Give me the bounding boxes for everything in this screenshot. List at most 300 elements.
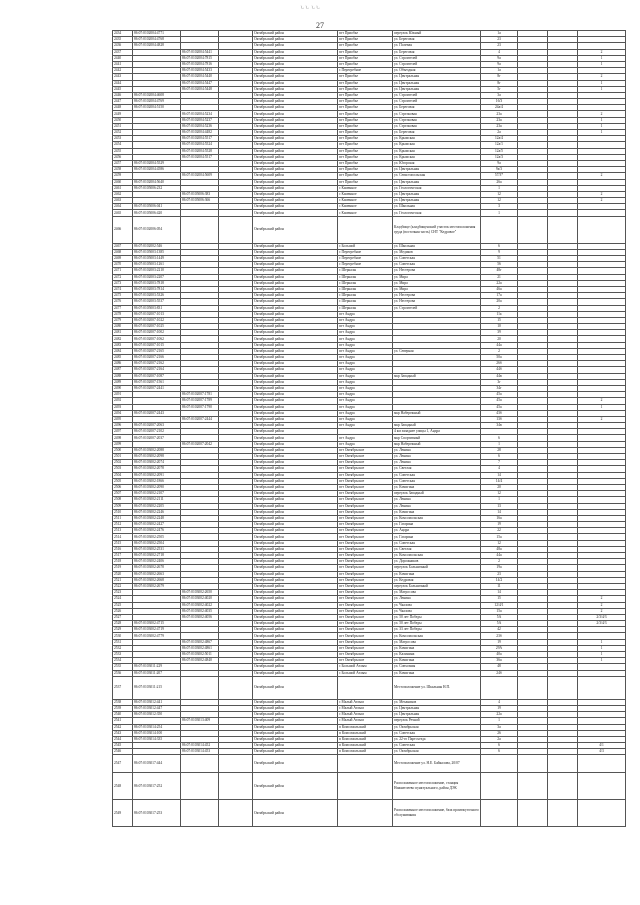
settlement-cell: с Малый Атлым [338, 705, 393, 711]
note-cell: 2/3/4/3 [578, 614, 626, 620]
settlement-cell: пгт Октябрьское [338, 454, 393, 460]
house-number-cell: 22 [481, 528, 518, 534]
house-number-cell: 20а [481, 299, 518, 305]
settlement-cell: с Шеркалы [338, 268, 393, 274]
row-number-cell: 2520 [113, 571, 133, 577]
district-cell: Октябрьский район [253, 528, 338, 534]
house-number-cell: 3г [481, 379, 518, 385]
district-cell: Октябрьский район [253, 173, 338, 179]
district-cell: Октябрьский район [253, 608, 338, 614]
district-cell: Октябрьский район [253, 311, 338, 317]
district-cell: Октябрьский район [253, 645, 338, 651]
settlement-cell: пгт Октябрьское [338, 571, 393, 577]
district-cell: Октябрьский район [253, 348, 338, 354]
cadastral-number-cell: 86:07:0102003:7814 [133, 286, 181, 292]
house-number-cell: 48а [481, 546, 518, 552]
street-cell: ул. Чкалова [393, 608, 481, 614]
cadastral-number-cell: 86:07:0103002:2678 [133, 565, 181, 571]
cadastral-number-cell: 86:07:0103002:2111 [133, 497, 181, 503]
row-number-cell: 2460 [113, 179, 133, 185]
settlement-cell: п Комсомольский [338, 743, 393, 749]
row-number-cell: 2525 [113, 602, 133, 608]
district-cell: Октябрьский район [253, 441, 338, 447]
street-cell: ул. Ленина [393, 503, 481, 509]
note-cell [578, 800, 626, 827]
extra-number-cell [219, 773, 253, 800]
house-number-cell [481, 773, 518, 800]
street-cell: ул. Строителей [393, 55, 481, 61]
col9-cell [518, 773, 548, 800]
settlement-cell: с Шеркалы [338, 305, 393, 311]
settlement-cell: с Большой [338, 243, 393, 249]
district-cell: Октябрьский район [253, 117, 338, 123]
row-number-cell: 2519 [113, 565, 133, 571]
building-number-cell: 86:07:0103002:4056 [181, 614, 219, 620]
row-number-cell: 2507 [113, 491, 133, 497]
district-cell: Октябрьский район [253, 602, 338, 608]
house-number-cell: 42 [481, 627, 518, 633]
district-cell: Октябрьский район [253, 330, 338, 336]
district-cell: Октябрьский район [253, 299, 338, 305]
row-number-cell: 2450 [113, 117, 133, 123]
cadastral-number-cell: 86:07:0102007:2443 [133, 410, 181, 416]
settlement-cell: пгт Октябрьское [338, 447, 393, 453]
settlement-cell: пгт Андра [338, 410, 393, 416]
row-number-cell: 2481 [113, 330, 133, 336]
row-number-cell: 2541 [113, 718, 133, 724]
cadastral-number-cell: 86:07:0102007:1561 [133, 379, 181, 385]
house-number-cell: 24б [481, 670, 518, 676]
district-cell: Октябрьский район [253, 755, 338, 773]
street-cell: мкр Западный [393, 423, 481, 429]
row-number-cell: 2445 [113, 86, 133, 92]
district-cell: Октябрьский район [253, 142, 338, 148]
row-number-cell: 2441 [113, 61, 133, 67]
settlement-cell: пгт Андра [338, 336, 393, 342]
settlement-cell: пгт Приобье [338, 43, 393, 49]
settlement-cell: пгт Приобье [338, 117, 393, 123]
district-cell: Октябрьский район [253, 423, 338, 429]
note-cell [578, 676, 626, 699]
district-cell: Октябрьский район [253, 621, 338, 627]
house-number-cell: 11а [481, 311, 518, 317]
settlement-cell: пгт Октябрьское [338, 645, 393, 651]
settlement-cell: пгт Октябрьское [338, 528, 393, 534]
row-number-cell: 2459 [113, 173, 133, 179]
settlement-cell: пгт Андра [338, 355, 393, 361]
page-number: 27 [316, 21, 324, 30]
cadastral-number-cell: 86:07:0103002:2098 [133, 454, 181, 460]
row-number-cell: 2472 [113, 274, 133, 280]
settlement-cell: с Перегребное [338, 68, 393, 74]
cadastral-number-cell: 86:07:0105006:041 [133, 204, 181, 210]
district-cell: Октябрьский район [253, 286, 338, 292]
district-cell: Октябрьский район [253, 800, 338, 827]
house-number-cell: 11 [481, 583, 518, 589]
settlement-cell: пгт Октябрьское [338, 596, 393, 602]
cadastral-number-cell: 86:07:0102004:4768 [133, 37, 181, 43]
cadastral-number-cell: 86:07:0103002:2505 [133, 534, 181, 540]
street-cell: ул. Кичигина [393, 645, 481, 651]
street-cell: ул. Стрелковая [393, 111, 481, 117]
street-cell: переулок Речной [393, 718, 481, 724]
street-cell: ул. Комсомольская [393, 553, 481, 559]
settlement-cell: пгт Октябрьское [338, 503, 393, 509]
row-number-cell: 2483 [113, 342, 133, 348]
district-cell: Октябрьский район [253, 664, 338, 670]
row-number-cell: 2480 [113, 324, 133, 330]
row-number-cell: 2456 [113, 154, 133, 160]
settlement-cell: пгт Октябрьское [338, 565, 393, 571]
row-number-cell: 2511 [113, 515, 133, 521]
district-cell: Октябрьский район [253, 55, 338, 61]
district-cell: Октябрьский район [253, 705, 338, 711]
house-number-cell: 12а/1 [481, 142, 518, 148]
cadastral-number-cell: 86:07:0103002:2248 [133, 515, 181, 521]
settlement-cell: с Большой Атлым [338, 670, 393, 676]
note-cell: 4/3 [578, 749, 626, 755]
house-number-cell: 1 [481, 210, 518, 216]
street-cell: ул. Ленина [393, 460, 481, 466]
street-cell: ул. Андра [393, 528, 481, 534]
row-number-cell: 2464 [113, 204, 133, 210]
cadastral-number-cell: 86:07:0102004:4769 [133, 99, 181, 105]
note-cell: 2 [578, 608, 626, 614]
district-cell: Октябрьский район [253, 497, 338, 503]
building-number-cell [181, 755, 219, 773]
house-number-cell: 19 [481, 705, 518, 711]
street-cell: ул. Объездная [393, 68, 481, 74]
settlement-cell [338, 755, 393, 773]
table-row [113, 676, 626, 699]
district-cell: Октябрьский район [253, 111, 338, 117]
cadastral-number-cell: 86:07:0102006:054 [133, 216, 181, 243]
row-number-cell: 2470 [113, 262, 133, 268]
settlement-cell: с Каменное [338, 198, 393, 204]
row-number-cell: 2538 [113, 699, 133, 705]
row-number-cell: 2504 [113, 472, 133, 478]
house-number-cell: 6 [481, 243, 518, 249]
table-row [113, 800, 626, 827]
settlement-cell: пгт Андра [338, 348, 393, 354]
street-cell: ул. 33 лет Победы [393, 627, 481, 633]
street-cell: ул. Совхозная [393, 664, 481, 670]
street-cell: ул. Строителей [393, 61, 481, 67]
note-cell: 1 [578, 404, 626, 410]
settlement-cell: пгт Приобье [338, 160, 393, 166]
house-number-cell: 8г [481, 74, 518, 80]
note-cell: 2 [578, 173, 626, 179]
settlement-cell [338, 800, 393, 827]
row-number-cell: 2526 [113, 608, 133, 614]
settlement-cell: с Перегребное [338, 256, 393, 262]
building-number-cell: 86:07:0102004:5517 [181, 136, 219, 142]
row-number-cell: 2454 [113, 142, 133, 148]
extra-number-cell [219, 800, 253, 827]
row-number-cell: 2548 [113, 773, 133, 800]
settlement-cell: пгт Приобье [338, 105, 393, 111]
district-cell: Октябрьский район [253, 61, 338, 67]
district-cell: Октябрьский район [253, 596, 338, 602]
row-number-cell: 2517 [113, 553, 133, 559]
row-number-cell: 2448 [113, 105, 133, 111]
settlement-cell: с Малый Атлым [338, 712, 393, 718]
settlement-cell: пгт Октябрьское [338, 478, 393, 484]
district-cell: Октябрьский район [253, 484, 338, 490]
note-cell: 2 [578, 198, 626, 204]
building-number-cell: 86:07:0102007:2444 [181, 416, 219, 422]
district-cell: Октябрьский район [253, 210, 338, 216]
house-number-cell: 22а [481, 712, 518, 718]
street-cell: 4 км западнее улицы 1, Андра [393, 429, 481, 435]
house-number-cell: 14 [481, 590, 518, 596]
row-number-cell: 2514 [113, 534, 133, 540]
house-number-cell: 12 [481, 540, 518, 546]
house-number-cell: 24а/4 [481, 105, 518, 111]
row-number-cell: 2513 [113, 528, 133, 534]
cadastral-number-cell: 86:07:0102007:1002 [133, 330, 181, 336]
house-number-cell: 48г [481, 268, 518, 274]
cadastral-number-cell: 86:07:0103002:2078 [133, 466, 181, 472]
street-cell: Местоположение ул. Н.Е. Байкалова, 20/07 [393, 755, 481, 773]
street-cell: ул. Кичигина [393, 670, 481, 676]
row-number-cell: 2549 [113, 800, 133, 827]
house-number-cell: 51 [481, 256, 518, 262]
building-number-cell: 86:07:0103002:4861 [181, 645, 219, 651]
district-cell: Октябрьский район [253, 460, 338, 466]
note-cell: 2 [578, 596, 626, 602]
district-cell: Октябрьский район [253, 274, 338, 280]
street-cell: ул. Комсомольская [393, 515, 481, 521]
building-number-cell: 86:07:0102004:5236 [181, 123, 219, 129]
district-cell: Октябрьский район [253, 317, 338, 323]
row-number-cell: 2495 [113, 416, 133, 422]
cadastral-number-cell: 86:07:0102004:4608 [133, 92, 181, 98]
settlement-cell: с Каменное [338, 191, 393, 197]
street-cell: ул. 50 лет Победы [393, 614, 481, 620]
row-number-cell: 2531 [113, 639, 133, 645]
street-cell: ул. Стрелковая [393, 123, 481, 129]
street-cell: ул. Центральная [393, 198, 481, 204]
street-cell: ул. Гагарина [393, 534, 481, 540]
building-number-cell: 86:07:0102004:7815 [181, 55, 219, 61]
cadastral-number-cell: 86:07:0103002:2246 [133, 509, 181, 515]
row-number-cell: 2453 [113, 136, 133, 142]
row-number-cell: 2461 [113, 185, 133, 191]
district-cell: Октябрьский район [253, 92, 338, 98]
house-number-cell: 14/4 [481, 478, 518, 484]
col10-cell [548, 216, 578, 243]
house-number-cell: 12 [481, 198, 518, 204]
house-number-cell: 12/4/1 [481, 602, 518, 608]
note-cell: 2 [578, 49, 626, 55]
street-cell: ул. Севастопольская [393, 173, 481, 179]
cadastral-number-cell: 86:07:0102004:4586 [133, 167, 181, 173]
district-cell: Октябрьский район [253, 736, 338, 742]
row-number-cell: 2506 [113, 484, 133, 490]
extra-number-cell [219, 216, 253, 243]
street-cell: мкр Набережный [393, 410, 481, 416]
note-cell: 1 [578, 639, 626, 645]
settlement-cell [338, 216, 393, 243]
district-cell: Октябрьский район [253, 148, 338, 154]
house-number-cell: 44а [481, 553, 518, 559]
street-cell: Расположенное местоположение, база промежуточного обслуживания [393, 800, 481, 827]
row-number-cell: 2442 [113, 68, 133, 74]
settlement-cell: п Комсомольский [338, 736, 393, 742]
street-cell: ул. Мира [393, 286, 481, 292]
district-cell: Октябрьский район [253, 80, 338, 86]
street-cell: ул. Кичигина [393, 484, 481, 490]
building-number-cell: 86:07:0102007:1781 [181, 392, 219, 398]
house-number-cell: 13б [481, 416, 518, 422]
district-cell: Октябрьский район [253, 305, 338, 311]
settlement-cell: пгт Андра [338, 361, 393, 367]
street-cell: ул. Гагарина [393, 522, 481, 528]
district-cell: Октябрьский район [253, 293, 338, 299]
row-number-cell: 2530 [113, 633, 133, 639]
district-cell: Октябрьский район [253, 447, 338, 453]
house-number-cell: 44б [481, 367, 518, 373]
settlement-cell: пгт Приобье [338, 37, 393, 43]
cadastral-number-cell: 86:07:0105003:1385 [133, 249, 181, 255]
district-cell: Октябрьский район [253, 379, 338, 385]
settlement-cell: с Шеркалы [338, 299, 393, 305]
district-cell: Октябрьский район [253, 540, 338, 546]
house-number-cell: 9а/3 [481, 167, 518, 173]
house-number-cell: 26б [481, 361, 518, 367]
street-cell: ул. Советская [393, 730, 481, 736]
house-number-cell: 1 [481, 185, 518, 191]
house-number-cell: 5А [481, 621, 518, 627]
street-cell: ул. Дорожников [393, 559, 481, 565]
building-number-cell: 86:07:0103013:409 [181, 718, 219, 724]
house-number-cell: 3а [481, 724, 518, 730]
house-number-cell: 12 [481, 191, 518, 197]
settlement-cell: пгт Приобье [338, 86, 393, 92]
settlement-cell: с Шеркалы [338, 286, 393, 292]
building-number-cell: 86:07:0103002:2650 [181, 590, 219, 596]
house-number-cell: 28 [481, 447, 518, 453]
street-cell: ул. Октябрьская [393, 749, 481, 755]
settlement-cell: пгт Андра [338, 367, 393, 373]
house-number-cell: 26а [481, 179, 518, 185]
row-number-cell: 2524 [113, 596, 133, 602]
row-number-cell: 2543 [113, 730, 133, 736]
street-cell: мкр Набережный [393, 441, 481, 447]
row-number-cell: 2529 [113, 627, 133, 633]
house-number-cell: 34в [481, 423, 518, 429]
house-number-cell: 5г [481, 86, 518, 92]
settlement-cell: с Большой Атлым [338, 664, 393, 670]
row-number-cell: 2499 [113, 441, 133, 447]
row-number-cell: 2501 [113, 454, 133, 460]
cadastral-number-cell: 86:07:0103011:229 [133, 664, 181, 670]
settlement-cell: пгт Андра [338, 385, 393, 391]
street-cell: ул. Нестерова [393, 299, 481, 305]
house-number-cell: 23а [481, 117, 518, 123]
row-number-cell: 2503 [113, 466, 133, 472]
street-cell: ул. Стрелковая [393, 117, 481, 123]
row-number-cell: 2475 [113, 293, 133, 299]
settlement-cell: пгт Андра [338, 324, 393, 330]
district-cell: Октябрьский район [253, 280, 338, 286]
district-cell: Октябрьский район [253, 478, 338, 484]
settlement-cell: с Шеркалы [338, 280, 393, 286]
row-number-cell: 2535 [113, 664, 133, 670]
row-number-cell: 2490 [113, 385, 133, 391]
row-number-cell: 2542 [113, 724, 133, 730]
building-number-cell: 86:07:0102004:5237 [181, 117, 219, 123]
cadastral-number-cell: 86:07:0103002:2091 [133, 472, 181, 478]
cadastral-number-cell: 86:07:0102007:2166 [133, 355, 181, 361]
cadastral-number-cell: 86:07:0103002:2427 [133, 522, 181, 528]
cadastral-number-cell: 86:07:0102007:2164 [133, 367, 181, 373]
col10-cell [548, 755, 578, 773]
row-number-cell: 2540 [113, 712, 133, 718]
street-cell: ул. Чкалова [393, 602, 481, 608]
building-number-cell: 86:07:0102004:5234 [181, 111, 219, 117]
district-cell: Октябрьский район [253, 712, 338, 718]
settlement-cell: пгт Октябрьское [338, 577, 393, 583]
street-cell: ул. Ленина [393, 497, 481, 503]
settlement-cell: пгт Приобье [338, 167, 393, 173]
district-cell: Октябрьский район [253, 724, 338, 730]
settlement-cell: п Комсомольский [338, 730, 393, 736]
cadastral-number-cell: 86:07:0103002:4779 [133, 633, 181, 639]
street-cell: ул. Центральная [393, 179, 481, 185]
house-number-cell [481, 800, 518, 827]
settlement-cell: пгт Октябрьское [338, 627, 393, 633]
cadastral-number-cell: 86:07:0102004:4828 [133, 43, 181, 49]
settlement-cell: пгт Октябрьское [338, 590, 393, 596]
street-cell: ул. Центральная [393, 712, 481, 718]
street-cell: ул. Нестерова [393, 293, 481, 299]
house-number-cell: 29А [481, 645, 518, 651]
extra-number-cell [219, 755, 253, 773]
cadastral-number-cell: 86:07:0102003:2207 [133, 274, 181, 280]
settlement-cell: пгт Приобье [338, 111, 393, 117]
settlement-cell: пгт Андра [338, 423, 393, 429]
house-number-cell: 40а [481, 652, 518, 658]
row-number-cell: 2463 [113, 198, 133, 204]
settlement-cell: пгт Андра [338, 373, 393, 379]
cadastral-number-cell: 86:07:0103002:2406 [133, 559, 181, 565]
row-number-cell: 2434 [113, 31, 133, 37]
cadastral-number-cell: 86:07:0102007:1087 [133, 373, 181, 379]
cadastral-number-cell: 86:07:0103002:2074 [133, 460, 181, 466]
settlement-cell: пгт Октябрьское [338, 614, 393, 620]
house-number-cell: 7 [481, 460, 518, 466]
row-number-cell: 2471 [113, 268, 133, 274]
cadastral-number-cell: 86:07:0103011:207 [133, 670, 181, 676]
cadastral-number-cell: 86:07:0103014:254 [133, 724, 181, 730]
house-number-cell [481, 755, 518, 773]
cadastral-number-cell: 86:07:0102007:2165 [133, 348, 181, 354]
street-cell: ул. Светлая [393, 546, 481, 552]
street-cell: ул. Крымская [393, 142, 481, 148]
street-cell: Кладбище (кладбищенский участок местоположения груда (восточная часть) СНТ "Кедровое" [393, 216, 481, 243]
house-number-cell: 21 [481, 274, 518, 280]
settlement-cell: пгт Андра [338, 379, 393, 385]
district-cell: Октябрьский район [253, 429, 338, 435]
cadastral-number-cell: 86:07:0102003:7818 [133, 280, 181, 286]
row-number-cell: 2494 [113, 410, 133, 416]
cadastral-number-cell: 86:07:0103011:215 [133, 676, 181, 699]
district-cell: Октябрьский район [253, 670, 338, 676]
settlement-cell: пгт Приобье [338, 154, 393, 160]
scan-mark: ㄴㄴ ㄴㄴ [300, 6, 321, 11]
